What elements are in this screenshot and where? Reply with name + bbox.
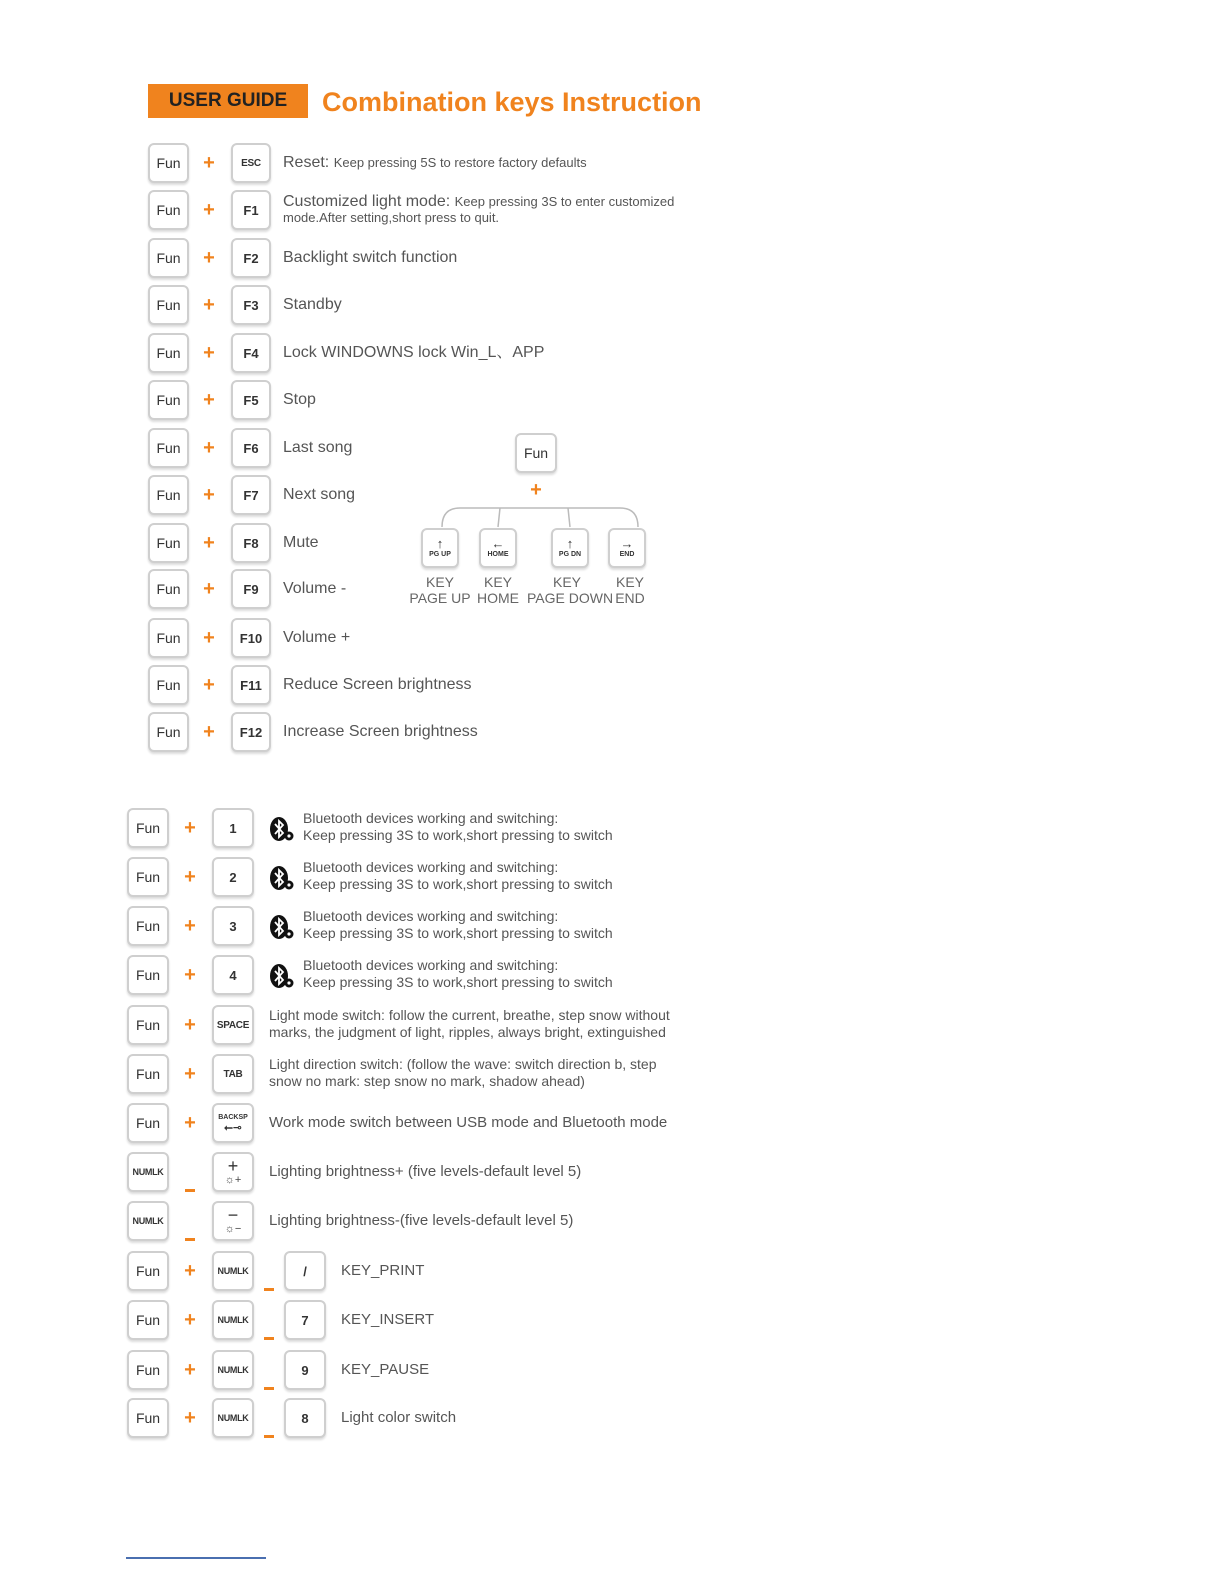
nav-label-line2: END <box>615 590 645 606</box>
plus-icon: + <box>203 389 215 411</box>
key-f11: F11 <box>231 665 271 705</box>
combo-label: Reduce Screen brightness <box>283 676 472 693</box>
plus-icon: + <box>184 915 196 937</box>
combo-line2: marks, the judgment of light, ripples, always bright, extinguished <box>269 1024 666 1040</box>
fun-key: Fun <box>127 1350 169 1390</box>
combo-label: Customized light mode: <box>283 193 451 210</box>
nav-root-fun-key: Fun <box>515 433 557 473</box>
key-f5: F5 <box>231 380 271 420</box>
fun-key: Fun <box>127 1103 169 1143</box>
key-f1: F1 <box>231 190 271 230</box>
combo-line2: Keep pressing 3S to work,short pressing to switch <box>303 827 613 843</box>
key-8: 8 <box>284 1398 326 1438</box>
fun-key: Fun <box>148 569 189 609</box>
fun-key: Fun <box>127 1005 169 1045</box>
combo-line1: Bluetooth devices working and switching: <box>303 859 559 875</box>
nav-label-line2: HOME <box>477 590 519 606</box>
key-numlk <box>212 1251 254 1291</box>
combo-line1: Light mode switch: follow the current, breathe, step snow without <box>269 1007 670 1023</box>
combo-description <box>283 485 355 505</box>
combo-description <box>283 579 346 599</box>
combo-label: Last song <box>283 439 353 456</box>
plus-icon: + <box>203 532 215 554</box>
key-4 <box>212 955 254 995</box>
key-cap-label: 3 <box>229 918 237 934</box>
combo-label: Volume - <box>283 580 347 597</box>
nav-key-pg-dn <box>551 528 589 568</box>
combo-description <box>283 295 342 315</box>
nav-label-line1: KEY <box>615 574 644 590</box>
combo-description <box>283 390 316 410</box>
connector-dash <box>185 1189 195 1192</box>
combo-label: Stop <box>283 391 316 408</box>
combo-description <box>283 343 544 363</box>
nav-key-home <box>479 528 517 568</box>
combo-label: Standby <box>283 296 342 313</box>
key-f12: F12 <box>231 712 271 752</box>
combo-line1: Bluetooth devices working and switching: <box>303 957 559 973</box>
key-2 <box>212 857 254 897</box>
bluetooth-icon <box>268 963 294 989</box>
fun-key: Fun <box>127 1251 169 1291</box>
combo-label: Mute <box>283 534 319 551</box>
combo-label: Backlight switch function <box>283 249 458 266</box>
key-cap-label: NUMLK <box>217 1365 249 1375</box>
fun-key: Fun <box>148 712 189 752</box>
plus-icon: + <box>184 866 196 888</box>
plus-icon: + <box>184 1063 196 1085</box>
plus-icon: + <box>203 627 215 649</box>
brightness-icon: ☼+ <box>224 1174 242 1186</box>
combo-line2: Keep pressing 3S to work,short pressing to switch <box>303 876 613 892</box>
connector-dash <box>264 1288 274 1291</box>
key-cap-label: TAB <box>223 1068 243 1080</box>
plus-icon: + <box>184 1309 196 1331</box>
fun-key: Fun <box>148 618 189 658</box>
key-cap-label: NUMLK <box>217 1413 249 1423</box>
key-numlk <box>212 1398 254 1438</box>
fun-key: Fun <box>127 906 169 946</box>
plus-icon: + <box>530 479 542 501</box>
connector-dash <box>264 1337 274 1340</box>
plus-icon: + <box>184 817 196 839</box>
arrow-icon: ← <box>491 535 505 551</box>
combo-description: KEY_PRINT <box>341 1262 425 1279</box>
fun-key: Fun <box>127 808 169 848</box>
key-f9: F9 <box>231 569 271 609</box>
key-9: 9 <box>284 1350 326 1390</box>
combo-description <box>269 1056 657 1090</box>
plus-icon: + <box>203 578 215 600</box>
fun-key: Fun <box>148 380 189 420</box>
plus-icon: + <box>203 342 215 364</box>
combo-description: KEY_INSERT <box>341 1311 435 1328</box>
fun-key: Fun <box>148 190 189 230</box>
key-cap-label: NUMLK <box>217 1266 249 1276</box>
plus-icon: + <box>184 1260 196 1282</box>
plus-icon: + <box>203 199 215 221</box>
combo-label: Reset: <box>283 154 330 171</box>
bluetooth-icon <box>268 865 294 891</box>
key-numlk <box>212 1350 254 1390</box>
key-esc: ESC <box>231 143 271 183</box>
combo-description <box>303 957 613 991</box>
key-cap-label: 4 <box>229 967 237 983</box>
plus-icon: + <box>203 437 215 459</box>
combo-description: Light color switch <box>341 1409 457 1426</box>
combo-description: Lighting brightness-(five levels-default level 5) <box>269 1212 574 1229</box>
arrow-icon: ↑ <box>436 535 444 551</box>
combo-description <box>303 908 613 942</box>
fun-key: Fun <box>127 1398 169 1438</box>
nav-label-line2: PAGE DOWN <box>527 590 614 606</box>
combo-line2: Keep pressing 3S to work,short pressing to switch <box>303 925 613 941</box>
key-f6: F6 <box>231 428 271 468</box>
key-cap-label: − <box>227 1205 239 1225</box>
arrow-icon: ↑ <box>566 535 574 551</box>
combo-description <box>283 533 319 553</box>
nav-key-label <box>458 574 538 606</box>
combo-line2: snow no mark: step snow no mark, shadow ahead) <box>269 1073 585 1089</box>
key-f3: F3 <box>231 285 271 325</box>
fun-key: Fun <box>148 428 189 468</box>
key-1 <box>212 808 254 848</box>
combo-description <box>283 675 472 695</box>
key-tab <box>212 1054 254 1094</box>
combo-note: Keep pressing 3S to enter customized <box>454 194 675 209</box>
combo-description: KEY_PAUSE <box>341 1361 430 1378</box>
plus-icon: + <box>203 484 215 506</box>
nav-key-end <box>608 528 646 568</box>
key-f2: F2 <box>231 238 271 278</box>
fun-key: Fun <box>127 857 169 897</box>
combo-line1: Light direction switch: (follow the wave: switch direction b, step <box>269 1056 657 1072</box>
combo-description <box>283 194 674 226</box>
key-/: / <box>284 1251 326 1291</box>
key-brightness-up <box>212 1152 254 1192</box>
fun-key: Fun <box>148 143 189 183</box>
connector-dash <box>185 1238 195 1241</box>
arrow-icon: → <box>620 535 634 551</box>
nav-key-cap: END <box>619 550 635 558</box>
key-numlk <box>212 1300 254 1340</box>
combo-description <box>283 248 457 268</box>
combo-description: Lighting brightness+ (five levels-default level 5) <box>269 1163 582 1180</box>
fun-key: Fun <box>148 285 189 325</box>
fun-key: Fun <box>127 1054 169 1094</box>
fun-key: Fun <box>148 238 189 278</box>
combo-description <box>303 859 613 893</box>
plus-icon: + <box>203 721 215 743</box>
key-3 <box>212 906 254 946</box>
fun-key: Fun <box>148 523 189 563</box>
nav-key-cap: PG DN <box>558 550 582 558</box>
key-f4: F4 <box>231 333 271 373</box>
combo-line1: Bluetooth devices working and switching: <box>303 908 559 924</box>
combo-line1: Bluetooth devices working and switching: <box>303 810 559 826</box>
combo-label: Next song <box>283 486 356 503</box>
combo-description <box>283 153 587 173</box>
connector-dash <box>264 1387 274 1390</box>
bluetooth-icon <box>268 816 294 842</box>
usb-icon: ⭠⊸ <box>223 1121 243 1134</box>
combo-description <box>283 722 478 742</box>
key-cap-label: BACKSP <box>218 1113 248 1121</box>
key-f8: F8 <box>231 523 271 563</box>
fun-key: Fun <box>148 333 189 373</box>
key-cap-label: + <box>227 1156 239 1176</box>
nav-label-line1: KEY <box>483 574 512 590</box>
plus-icon: + <box>203 674 215 696</box>
combo-description <box>269 1007 670 1041</box>
plus-icon: + <box>184 1014 196 1036</box>
connector-dash <box>264 1435 274 1438</box>
numlock-key: NUMLK <box>127 1152 169 1192</box>
brightness-icon: ☼− <box>224 1223 242 1235</box>
nav-label-line1: KEY <box>425 574 454 590</box>
footer-rule <box>126 1557 266 1559</box>
combo-label: Volume + <box>283 629 351 646</box>
page-title: Combination keys Instruction <box>322 87 702 117</box>
plus-icon: + <box>203 152 215 174</box>
fun-key: Fun <box>148 665 189 705</box>
plus-icon: + <box>184 1112 196 1134</box>
fun-key: Fun <box>127 1300 169 1340</box>
key-7: 7 <box>284 1300 326 1340</box>
key-f10: F10 <box>231 618 271 658</box>
combo-label: Lock WINDOWNS lock Win_L、APP <box>283 344 545 361</box>
key-cap-label: 1 <box>229 820 237 836</box>
nav-key-cap: PG UP <box>429 550 451 558</box>
combo-note-line2: mode.After setting,short press to quit. <box>283 210 500 225</box>
nav-key-cap: HOME <box>487 550 509 558</box>
combo-description <box>283 628 350 648</box>
nav-label-line1: KEY <box>552 574 581 590</box>
key-brightness-down <box>212 1201 254 1241</box>
user-guide-badge: USER GUIDE <box>148 84 308 118</box>
plus-icon: + <box>203 247 215 269</box>
bluetooth-icon <box>268 914 294 940</box>
nav-label-line2: PAGE UP <box>409 590 471 606</box>
numlock-key: NUMLK <box>127 1201 169 1241</box>
key-cap-label: SPACE <box>216 1019 250 1031</box>
combo-line2: Keep pressing 3S to work,short pressing to switch <box>303 974 613 990</box>
plus-icon: + <box>184 964 196 986</box>
plus-icon: + <box>184 1407 196 1429</box>
key-cap-label: 2 <box>229 869 237 885</box>
plus-icon: + <box>184 1359 196 1381</box>
nav-key-label <box>590 574 670 606</box>
key-f7: F7 <box>231 475 271 515</box>
combo-description <box>283 438 352 458</box>
nav-branch-connector <box>430 500 650 528</box>
combo-description <box>303 810 613 844</box>
combo-label: Increase Screen brightness <box>283 723 478 740</box>
combo-description: Work mode switch between USB mode and Bluetooth mode <box>269 1114 668 1131</box>
fun-key: Fun <box>148 475 189 515</box>
nav-key-pg-up <box>421 528 459 568</box>
fun-key: Fun <box>127 955 169 995</box>
key-cap-label: NUMLK <box>217 1315 249 1325</box>
key-backsp <box>212 1103 254 1143</box>
key-space <box>212 1005 254 1045</box>
plus-icon: + <box>203 294 215 316</box>
combo-note: Keep pressing 5S to restore factory defaults <box>333 155 587 170</box>
